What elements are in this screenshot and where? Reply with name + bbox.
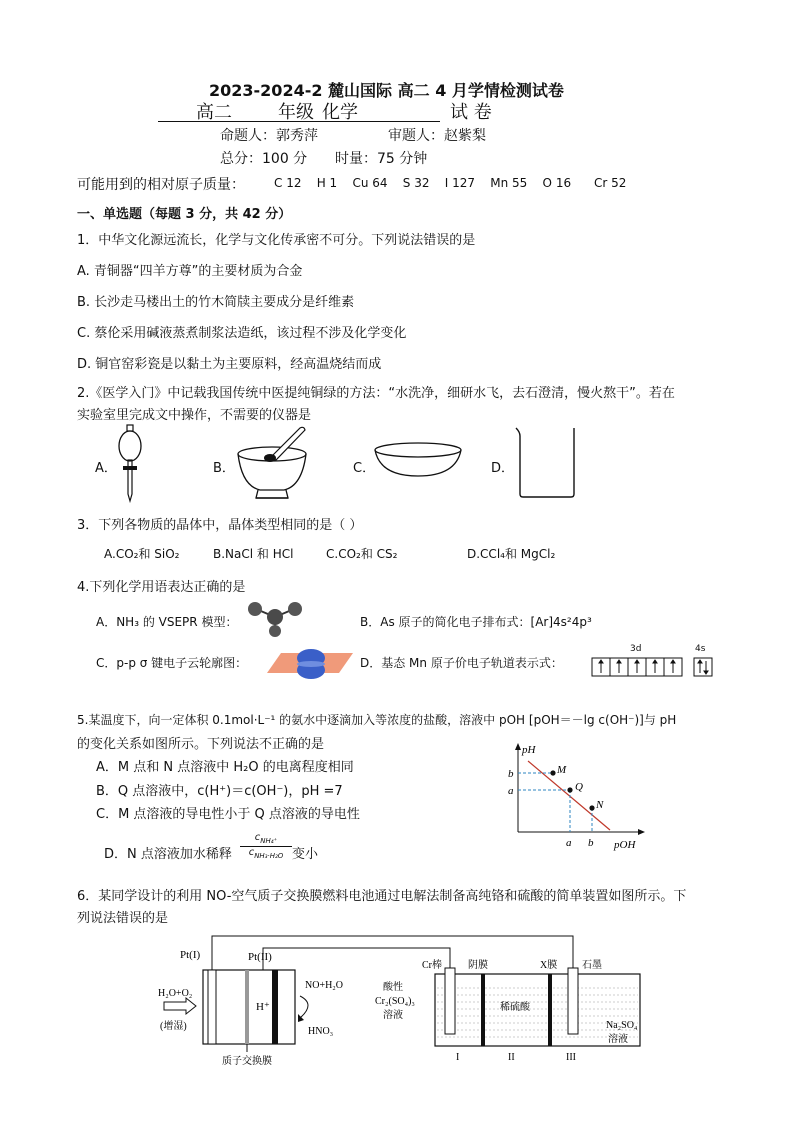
hno3-label: HNO₃ [308, 1026, 334, 1037]
q5-option-d-pre: D．N 点溶液加水稀释 [104, 847, 232, 862]
humid-label: (增湿) [160, 1021, 187, 1032]
cathode-membrane-label: 阴膜 [468, 960, 488, 971]
fraction-denominator: c [248, 847, 255, 858]
graph-xlabel: pOH [614, 839, 636, 851]
time-limit: 时量：75 分钟 [335, 151, 428, 167]
xtick-b: b [588, 837, 594, 849]
h2o-o2-label: H₂O+O₂ [158, 988, 193, 999]
q6-stem-2: 列说法错误的是 [77, 911, 169, 926]
q5-fraction [240, 832, 292, 860]
q3-option-c: C.CO₂和 CS₂ [326, 547, 398, 561]
paper-word: 试 卷 [450, 102, 492, 123]
nh3-vsepr-model-image [242, 599, 308, 639]
q6-electrolysis-diagram [150, 928, 660, 1068]
q1-option-c: C. 蔡伦采用碱液蒸煮制浆法造纸，该过程不涉及化学变化 [77, 326, 407, 341]
q2-label-c: C． [353, 461, 376, 476]
room-1-label: I [456, 1052, 460, 1063]
pt1-label: Pt(I) [180, 949, 201, 961]
q2-label-a: A． [95, 461, 117, 476]
p-p-sigma-orbital-image [265, 645, 355, 681]
fraction-numerator: c [254, 832, 261, 843]
section-title: 一、单选题（每题 3 分，共 42 分） [77, 207, 292, 222]
point-q [567, 787, 572, 792]
membrane-label: 质子交换膜 [222, 1056, 272, 1067]
q5-option-c: C．M 点溶液的导电性小于 Q 点溶液的导电性 [96, 807, 360, 822]
acid-label-3: 溶液 [383, 1010, 403, 1021]
q5-option-d-post: 变小 [292, 847, 319, 862]
q2-label-d: D． [491, 461, 515, 476]
acid-label-2: Cr₂(SO₄)₃ [375, 996, 415, 1007]
q2-label-b: B． [213, 461, 235, 476]
x-membrane-label: X膜 [540, 960, 558, 971]
q5-option-a: A．M 点和 N 点溶液中 H₂O 的电离程度相同 [96, 760, 354, 775]
q2-stem-1: 2.《医学入门》中记载我国传统中医提纯铜绿的方法：“水洗净，细研水飞，去石澄清，慢火熬干”。若在 [77, 386, 675, 401]
subject: 化学 [322, 102, 358, 123]
q3-option-d: D.CCl₄和 MgCl₂ [467, 547, 556, 561]
q1-option-b: B. 长沙走马楼出土的竹木简牍主要成分是纤维素 [77, 295, 355, 310]
q3-stem: 3．下列各物质的晶体中，晶体类型相同的是（ ） [77, 518, 363, 533]
orbital-label-3d: 3d [630, 644, 642, 654]
acid-label-1: 酸性 [383, 982, 403, 993]
pt2-label: Pt(II) [248, 951, 272, 963]
atomic-mass-label: 可能用到的相对原子质量： [77, 177, 245, 193]
q4-option-c: C．p-p σ 键电子云轮廓图： [96, 656, 248, 670]
xtick-a: a [566, 837, 572, 849]
cell-hplus: H⁺ [256, 1001, 270, 1013]
q1-option-a: A. 青铜器“四羊方尊”的主要材质为合金 [77, 264, 303, 279]
room-3-label: III [566, 1052, 576, 1063]
separatory-funnel-image [112, 424, 148, 504]
evaporating-dish-image [372, 440, 464, 482]
grade-suffix: 年级 [278, 102, 314, 123]
atomic-masses: C 12 H 1 Cu 64 S 32 I 127 Mn 55 O 16 Cr 52 [274, 176, 627, 190]
q3-option-a: A.CO₂和 SiO₂ [104, 547, 180, 561]
q5-option-b: B．Q 点溶液中，c(H⁺)＝c(OH⁻)，pH =7 [96, 784, 343, 799]
paper-title: 2023-2024-2 麓山国际 高二 4 月学情检测试卷 [209, 81, 564, 100]
q5-stem-1: 5.某温度下，向一定体积 0.1mol·L⁻¹ 的氨水中逐滴加入等浓度的盐酸，溶液中 pOH [pOH＝－lg c(OH⁻)]与 pH [77, 713, 677, 727]
setter: 命题人：郭秀萍 [220, 128, 318, 144]
no-h2o-label: NO+H₂O [305, 980, 344, 991]
graphite-label: 石墨 [582, 960, 602, 971]
dilute-acid-label: 稀硫酸 [500, 1002, 530, 1013]
na2so4-label-2: 溶液 [608, 1034, 628, 1045]
q4-option-b: B．As 原子的简化电子排布式：[Ar]4s²4p³ [360, 615, 592, 629]
q1-option-d: D. 铜官窑彩瓷是以黏土为主要原料，经高温烧结而成 [77, 357, 382, 372]
q4-option-d: D．基态 Mn 原子价电子轨道表示式： [360, 656, 563, 670]
q4-option-a: A．NH₃ 的 VSEPR 模型： [96, 615, 238, 629]
q4-stem: 4.下列化学用语表达正确的是 [77, 580, 246, 595]
label-m: M [557, 764, 567, 776]
fraction-denominator-sub: NH₃·H₂O [254, 852, 284, 860]
q1-stem: 1．中华文化源远流长，化学与文化传承密不可分。下列说法错误的是 [77, 233, 476, 248]
mortar-pestle-image [234, 424, 314, 504]
cr-rod-label: Cr棒 [422, 960, 442, 971]
ytick-b: b [508, 768, 514, 780]
fraction-numerator-sub: NH₄⁺ [260, 837, 278, 845]
label-n: N [596, 799, 604, 811]
grade: 高二 [196, 102, 232, 123]
reviewer: 审题人：赵紫梨 [388, 128, 486, 144]
point-m [550, 770, 555, 775]
orbital-label-4s: 4s [695, 644, 706, 654]
ytick-a: a [508, 785, 514, 797]
beaker-image [512, 424, 582, 500]
q5-stem-2: 的变化关系如图所示。下列说法不正确的是 [77, 737, 325, 752]
total-score: 总分：100 分 [220, 151, 308, 167]
label-q: Q [575, 781, 583, 793]
q6-stem-1: 6．某同学设计的利用 NO-空气质子交换膜燃料电池通过电解法制备高纯铬和硫酸的简单装置如图所示。下 [77, 889, 687, 904]
q2-stem-2: 实验室里完成文中操作，不需要的仪器是 [77, 408, 312, 423]
q3-option-b: B.NaCl 和 HCl [213, 547, 294, 561]
na2so4-label-1: Na₂SO₄ [606, 1020, 638, 1031]
q5-ph-poh-graph [500, 740, 650, 852]
room-2-label: II [508, 1052, 515, 1063]
mn-orbital-diagram [590, 656, 716, 678]
point-n [589, 805, 594, 810]
graph-ylabel: pH [522, 744, 536, 756]
